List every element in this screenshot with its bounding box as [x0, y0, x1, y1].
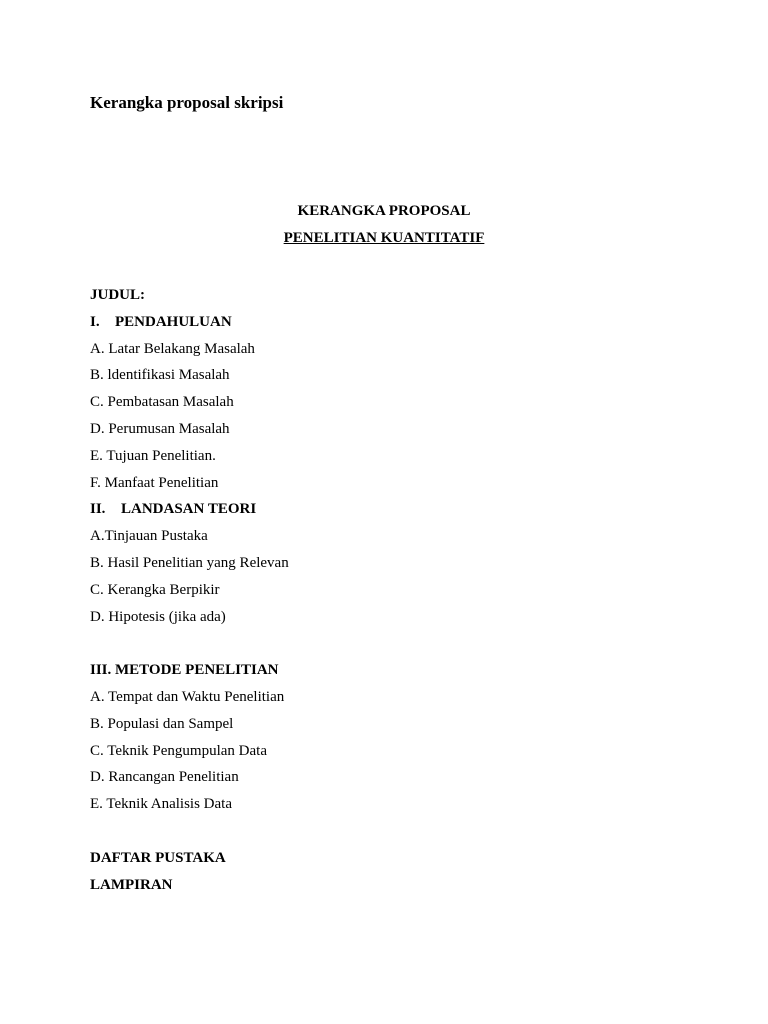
outline-item: D. Rancangan Penelitian: [90, 769, 239, 786]
spacer: [90, 818, 690, 845]
proposal-subheading-text: PENELITIAN KUANTITATIF: [283, 230, 485, 246]
spacer: [90, 630, 690, 657]
section-heading-metode-penelitian: III. METODE PENELITIAN: [90, 662, 279, 679]
outline-item: C. Pembatasan Masalah: [90, 394, 234, 411]
outline-item: D. Hipotesis (jika ada): [90, 608, 226, 625]
outline-item: C. Kerangka Berpikir: [90, 581, 220, 598]
section-title: LANDASAN TEORI: [121, 501, 257, 518]
outline-item: B. Populasi dan Sampel: [90, 715, 234, 732]
outline-item: B. ldentifikasi Masalah: [90, 367, 230, 384]
section-heading-pendahuluan: [90, 309, 690, 336]
outline-item: D. Perumusan Masalah: [90, 420, 230, 437]
judul-label: JUDUL:: [90, 287, 145, 303]
outline-item: E. Tujuan Penelitian.: [90, 447, 216, 464]
section-numeral: II.: [90, 501, 106, 518]
outline-item: A. Latar Belakang Masalah: [90, 340, 255, 357]
proposal-subheading: [0, 228, 768, 248]
lampiran-heading: LAMPIRAN: [90, 876, 173, 893]
daftar-pustaka-heading: DAFTAR PUSTAKA: [90, 849, 226, 866]
outline-item: A. Tempat dan Waktu Penelitian: [90, 688, 285, 705]
proposal-heading: KERANGKA PROPOSAL: [297, 203, 471, 219]
outline-item: E. Teknik Analisis Data: [90, 796, 232, 813]
section-heading-landasan-teori: [90, 496, 690, 523]
section-title: PENDAHULUAN: [115, 313, 232, 330]
outline-item: C. Teknik Pengumpulan Data: [90, 742, 267, 759]
document-title: Kerangka proposal skripsi: [90, 93, 284, 112]
outline-item: A.Tinjauan Pustaka: [90, 528, 208, 545]
section-numeral: I.: [90, 313, 100, 330]
outline-item: F. Manfaat Penelitian: [90, 474, 219, 491]
outline-item: B. Hasil Penelitian yang Relevan: [90, 554, 289, 571]
proposal-outline: [90, 282, 690, 898]
